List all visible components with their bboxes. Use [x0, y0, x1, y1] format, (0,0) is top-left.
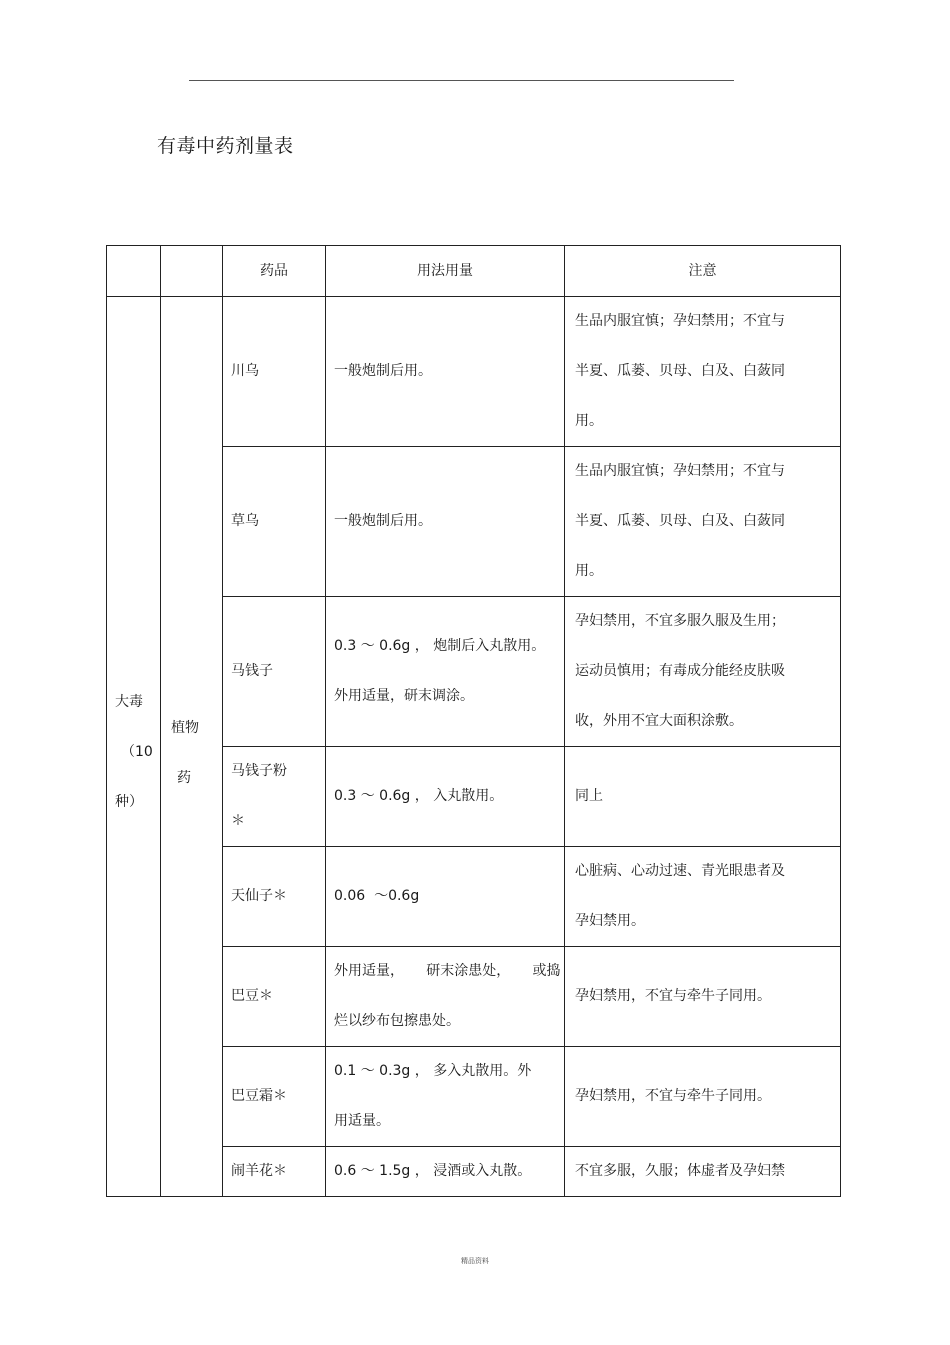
table-cell-drug [231, 646, 323, 696]
cell-line: 烂以纱布包擦患处。 [334, 1013, 460, 1029]
table-cell-drug [231, 971, 323, 1021]
cell-line: 用适量。 [334, 1113, 390, 1129]
table-cell-drug [231, 871, 323, 921]
cell-line: 巴豆霜＊ [231, 1088, 287, 1104]
table-cell-notes [575, 1146, 837, 1196]
table-divider [564, 246, 565, 1196]
table-cell-usage [334, 496, 562, 546]
table-cell-usage [334, 1046, 562, 1146]
cell-line: 不宜多服，久服；体虚者及孕妇禁 [575, 1163, 785, 1179]
table-cell-notes [575, 971, 837, 1021]
cell-line: 0.6 ～ 1.5g ， 浸酒或入丸散。 [334, 1163, 532, 1179]
cell-line: 一般炮制后用。 [334, 363, 432, 379]
table-cell-drug [231, 746, 323, 846]
cell-line: 0.06 ～0.6g [334, 888, 420, 904]
cell-line: 一般炮制后用。 [334, 513, 432, 529]
cell-line: 0.1 ～ 0.3g ， 多入丸散用。外 [334, 1063, 532, 1079]
table-cell-drug [231, 1146, 323, 1196]
table-cell-usage [334, 346, 562, 396]
cell-line: 生品内服宜慎；孕妇禁用；不宜与 [575, 313, 785, 329]
table-cell-drug [231, 1071, 323, 1121]
page-title: 有毒中药剂量表 [157, 135, 294, 157]
column-header-notes: 注意 [688, 263, 717, 279]
table-cell-drug [231, 496, 323, 546]
table-cell-notes [575, 1071, 837, 1121]
subcategory-line: 药 [177, 770, 191, 786]
cell-line: 草乌 [231, 513, 259, 529]
cell-line: 运动员慎用；有毒成分能经皮肤吸 [575, 663, 785, 679]
cell-line: 孕妇禁用，不宜与牵牛子同用。 [575, 1088, 771, 1104]
subcategory-label [171, 703, 221, 803]
cell-line: ＊ [231, 813, 245, 829]
cell-line: 用。 [575, 563, 603, 579]
table-cell-usage [334, 771, 562, 821]
cell-line: 闹羊花＊ [231, 1163, 287, 1179]
table-cell-notes [575, 771, 837, 821]
table-cell-usage [334, 946, 562, 1046]
cell-line: 孕妇禁用，不宜与牵牛子同用。 [575, 988, 771, 1004]
page-footer: 精品资料 [461, 1257, 489, 1265]
column-header-usage: 用法用量 [417, 263, 473, 279]
cell-line: 川乌 [231, 363, 259, 379]
cell-line: 天仙子＊ [231, 888, 287, 904]
category-line: （10 [121, 744, 153, 760]
cell-line: 马钱子 [231, 663, 273, 679]
table-cell-notes [575, 296, 837, 446]
cell-line: 0.3 ～ 0.6g ， 入丸散用。 [334, 788, 504, 804]
cell-line: 外用适量， 研末涂患处， 或捣 [334, 963, 561, 979]
cell-line: 半夏、瓜蒌、贝母、白及、白蔹同 [575, 363, 785, 379]
cell-line: 0.3 ～ 0.6g ， 炮制后入丸散用。 [334, 638, 546, 654]
column-header-drug: 药品 [260, 263, 288, 279]
cell-line: 生品内服宜慎；孕妇禁用；不宜与 [575, 463, 785, 479]
cell-line: 心脏病、心动过速、青光眼患者及 [575, 863, 785, 879]
cell-line: 马钱子粉 [231, 763, 287, 779]
table-divider [325, 246, 326, 1196]
category-line: 大毒 [115, 694, 143, 710]
table-cell-usage [334, 871, 562, 921]
table-divider [160, 246, 161, 1196]
cell-line: 外用适量，研末调涂。 [334, 688, 474, 704]
table-cell-usage [334, 621, 562, 721]
cell-line: 半夏、瓜蒌、贝母、白及、白蔹同 [575, 513, 785, 529]
cell-line: 孕妇禁用，不宜多服久服及生用； [575, 613, 785, 629]
table-cell-notes [575, 596, 837, 746]
cell-line: 巴豆＊ [231, 988, 273, 1004]
category-line: 种） [115, 794, 143, 810]
cell-line: 收，外用不宜大面积涂敷。 [575, 713, 743, 729]
dosage-table [106, 245, 841, 1197]
category-label [115, 677, 159, 827]
table-cell-usage [334, 1146, 562, 1196]
subcategory-line: 植物 [171, 720, 199, 736]
table-cell-notes [575, 446, 837, 596]
cell-line: 同上 [575, 788, 603, 804]
table-cell-drug [231, 346, 323, 396]
header-rule [189, 80, 734, 81]
cell-line: 用。 [575, 413, 603, 429]
table-cell-notes [575, 846, 837, 946]
cell-line: 孕妇禁用。 [575, 913, 645, 929]
table-divider [222, 246, 223, 1196]
